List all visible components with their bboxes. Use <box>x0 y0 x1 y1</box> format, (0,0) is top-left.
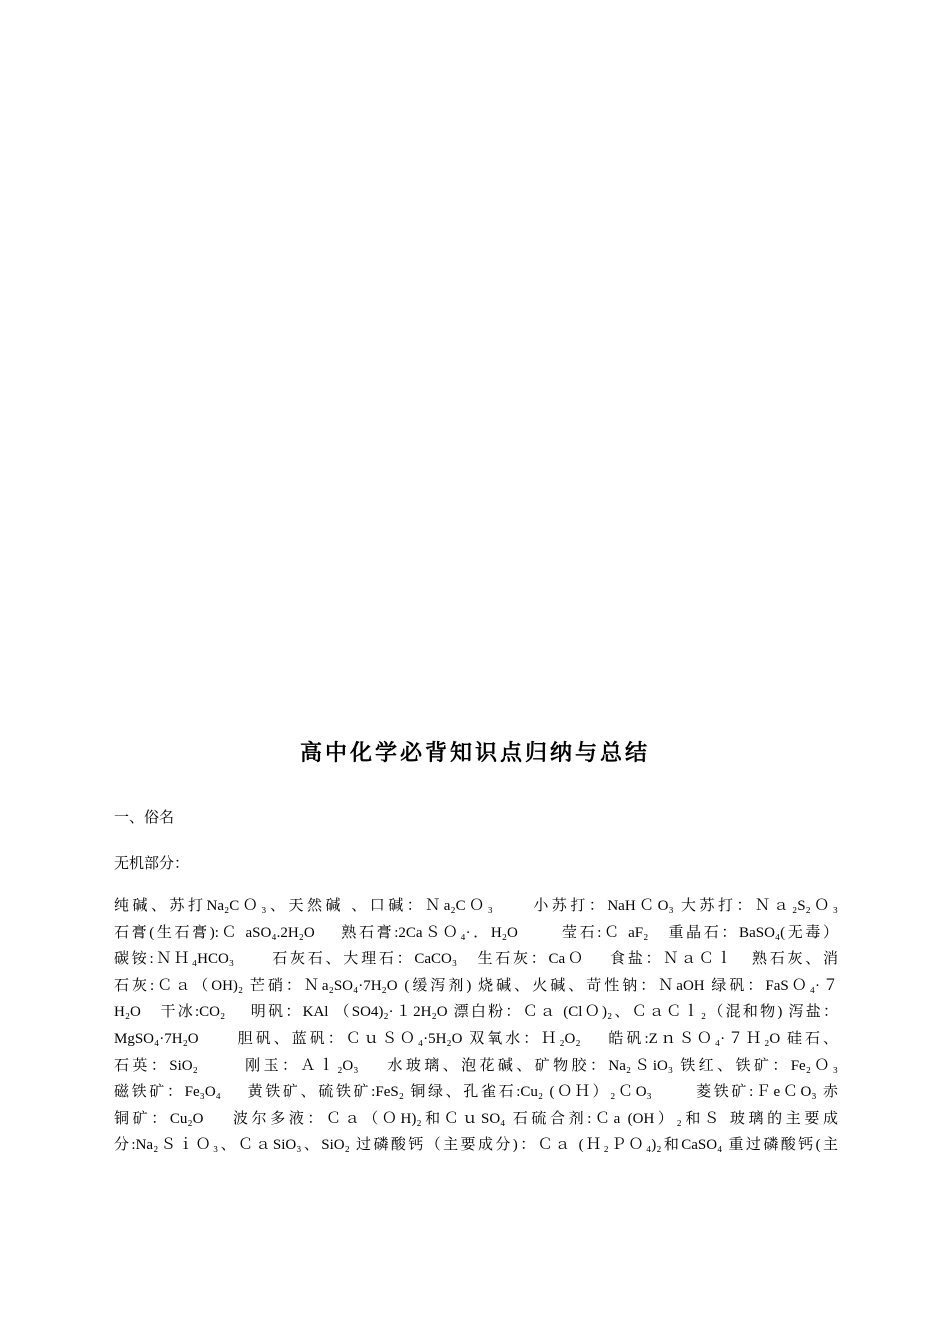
text-line: 石灰:Ｃａ（OH)₂ 芒硝：Ｎa₂SO₄·7H₂O (缓泻剂) 烧碱、火碱、苛性钠：ＮaOH 绿矾：FaSＯ₄·７ <box>114 977 838 994</box>
text-line: 石英：SiO₂ 刚玉：Ａｌ₂O₃ 水玻璃、泡花碱、矿物胶：Na₂ＳiO₃ 铁红、铁矿：Fe₂Ｏ₃ <box>114 1057 838 1074</box>
text-line: 铜矿：Cu₂O 波尔多液：Ｃａ（ＯH)₂和ＣｕSO₄ 石硫合剂:Ｃa (OH）₂和Ｓ 玻璃的主要成 <box>114 1110 838 1127</box>
body-paragraph <box>114 893 838 1159</box>
text-line: 石膏(生石膏):Ｃ aSO₄.2H₂O 熟石膏:2CaＳＯ₄·．H₂O 莹石:Ｃ aF₂ 重晶石：BaSO₄(无毒） <box>114 924 838 941</box>
page-title: 高中化学必背知识点归纳与总结 <box>299 741 650 766</box>
section-heading: 一、俗名 <box>114 808 175 826</box>
text-line: 碳铵:ＮＨ₄HCO₃ 石灰石、大理石：CaCO₃ 生石灰：CaＯ 食盐：ＮａＣｌ 熟石灰、消 <box>114 951 838 968</box>
text-line: MgSO₄·7H₂O 胆矾、蓝矾：ＣｕＳＯ₄·5H₂O 双氧水：Ｈ₂O₂ 皓矾:ZｎＳＯ₄·７Ｈ₂O 硅石、 <box>114 1030 838 1047</box>
text-line: 分:Na₂ＳｉＯ₃、ＣａSiO₃、SiO₂ 过磷酸钙（主要成分)：Ｃａ (Ｈ₂ＰＯ₄)₂和CaSO₄ 重过磷酸钙(主 <box>114 1137 838 1154</box>
text-line: 磁铁矿：Fe₃O₄ 黄铁矿、硫铁矿:FeS₂ 铜绿、孔雀石:Cu₂ (ＯＨ）₂ＣO₃ 菱铁矿:ＦeＣO₃ 赤 <box>114 1084 838 1101</box>
text-line: H₂O 干冰:CO₂ 明矾：KAl （SO4)₂·１2H₂O 漂白粉：Ｃａ (ClＯ)₂、ＣａＣｌ₂（混和物) 泻盐： <box>114 1004 838 1021</box>
text-line: 纯碱、苏打Na₂CＯ₃、天然碱 、口碱：Ｎa₂CＯ₃ 小苏打：NaHＣO₃ 大苏打：Ｎａ₂S₂Ｏ₃ <box>114 898 838 914</box>
subsection-heading: 无机部分： <box>114 854 190 872</box>
